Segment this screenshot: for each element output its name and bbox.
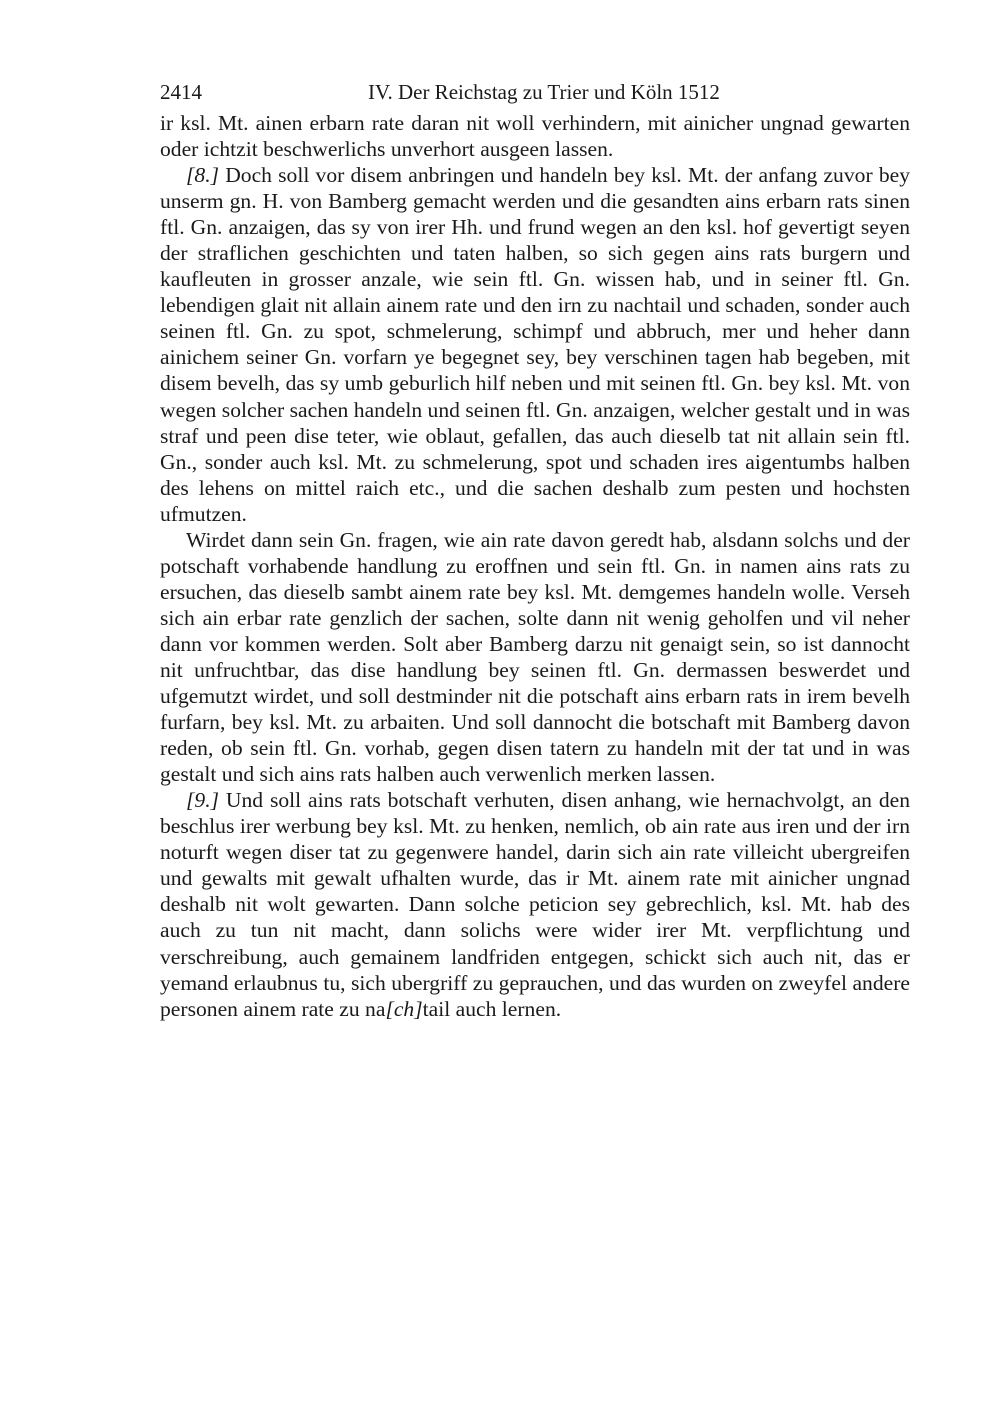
paragraph-wirdet: [160, 527, 910, 787]
paragraph-text: Wirdet dann sein Gn. fragen, wie ain rate davon geredt hab, alsdann solchs und der potschaft vorhabende handlung zu eroffnen und sein ftl. Gn. in namen ains rats zu ersuchen, das dieselb sambt ainem rate bey ksl. Mt. demgemes handeln wolle. Verseh sich ain erbar rate genzlich der sachen, solte dann nit wenig geholfen und vil neher dann vor kommen werden. Solt aber Bamberg darzu nit genaigt sein, so ist dannocht nit unfruchtbar, das dise handlung bey seinen ftl. Gn. dermassen beswerdet und ufgemutzt wirdet, und soll destminder nit die potschaft ains erbarn rats in irem bevelh furfarn, bey ksl. Mt. zu arbaiten. Und soll dannocht die botschaft mit Bamberg davon reden, ob sein ftl. Gn. vorhab, gegen disen tatern zu handeln mit der tat und in was gestalt und sich ains rats halben auch verwenlich merken lassen.: [160, 527, 910, 787]
paragraph-9: [160, 787, 910, 1021]
paragraph-text-end: tail auch lernen.: [422, 996, 562, 1021]
editorial-emendation: [ch]: [385, 996, 423, 1021]
running-header: [160, 80, 910, 106]
page-number: 2414: [160, 80, 202, 104]
document-page: [160, 80, 910, 1022]
section-marker: [8.]: [186, 163, 220, 188]
paragraph-text-continued: auchen, und das wurden on zweyfel andere personen ainem rate zu na: [160, 970, 910, 1021]
paragraph-text: Und soll ains rats botschaft verhuten, disen anhang, wie hernachvolgt, an den beschlus irer werbung bey ksl. Mt. zu henken, nemlich, ob ain rate aus iren und der irn noturft wegen diser tat zu gegenwere handel, darin sich ain rate villeicht ubergreifen und gewalts mit gewalt ufhalten wurde, das ir Mt. ainem rate mit ainicher ungnad deshalb nit wolt gewarten. Dann solche peticion sey gebrechlich, ksl. Mt. hab des auch zu tun nit macht, dann solichs were wider irer Mt. verpflichtung und verschreibung, auch gemainem landfriden entgegen, schickt sich auch nit, das er yemand erlaubnus tu, sich ubergriff zu gepr: [160, 788, 911, 995]
paragraph-text: Doch soll vor disem anbringen und handeln bey ksl. Mt. der anfang zuvor bey unserm gn. H. von Bamberg gemacht werden und die gesandten ains erbarn rats sinen ftl. Gn. anzaigen, das sy von irer Hh. und frund wegen an den ksl. hof gevertigt seyen der straflichen geschichten und taten halben, so sich gegen ains rats burgern und kaufleuten in grosser anzale, wie sein ftl. Gn. wissen hab, und in seiner ftl. Gn. lebendigen glait nit allain ainem rate und den irn zu nachtail und schaden, sonder auch seinen ftl. Gn. zu spot, schmelerung, schimpf und abbruch, mer und heher dann ainichem seiner Gn. vorfarn ye begegnet sey, bey verschinen tagen hab begeben, mit disem bevelh, das sy umb geburlich hilf neben und mit seinen ftl. Gn. bey ksl. Mt. von wegen solcher sachen handeln und seinen ftl. Gn. anzaigen, welcher gestalt und in was straf und peen dise teter, wie oblaut, gefallen, das auch dieselb tat nit allain sein ftl. Gn., sonder auch ksl. Mt. zu schmelerung, spot und schaden ires aigentumbs halben des lehens on mittel raich etc., und die sachen deshalb zum pesten und hochsten ufmutzen.: [160, 163, 910, 526]
section-marker: [9.]: [186, 788, 220, 813]
paragraph-text: ir ksl. Mt. ainen erbarn rate daran nit woll verhindern, mit ainicher ungnad gewarten oder ichtzit beschwerlichs unverhort ausgeen lassen.: [160, 111, 910, 162]
running-title: IV. Der Reichstag zu Trier und Köln 1512: [368, 80, 720, 104]
body-text: [160, 110, 910, 1022]
paragraph-continuation: [160, 110, 910, 162]
paragraph-8: [160, 162, 910, 527]
